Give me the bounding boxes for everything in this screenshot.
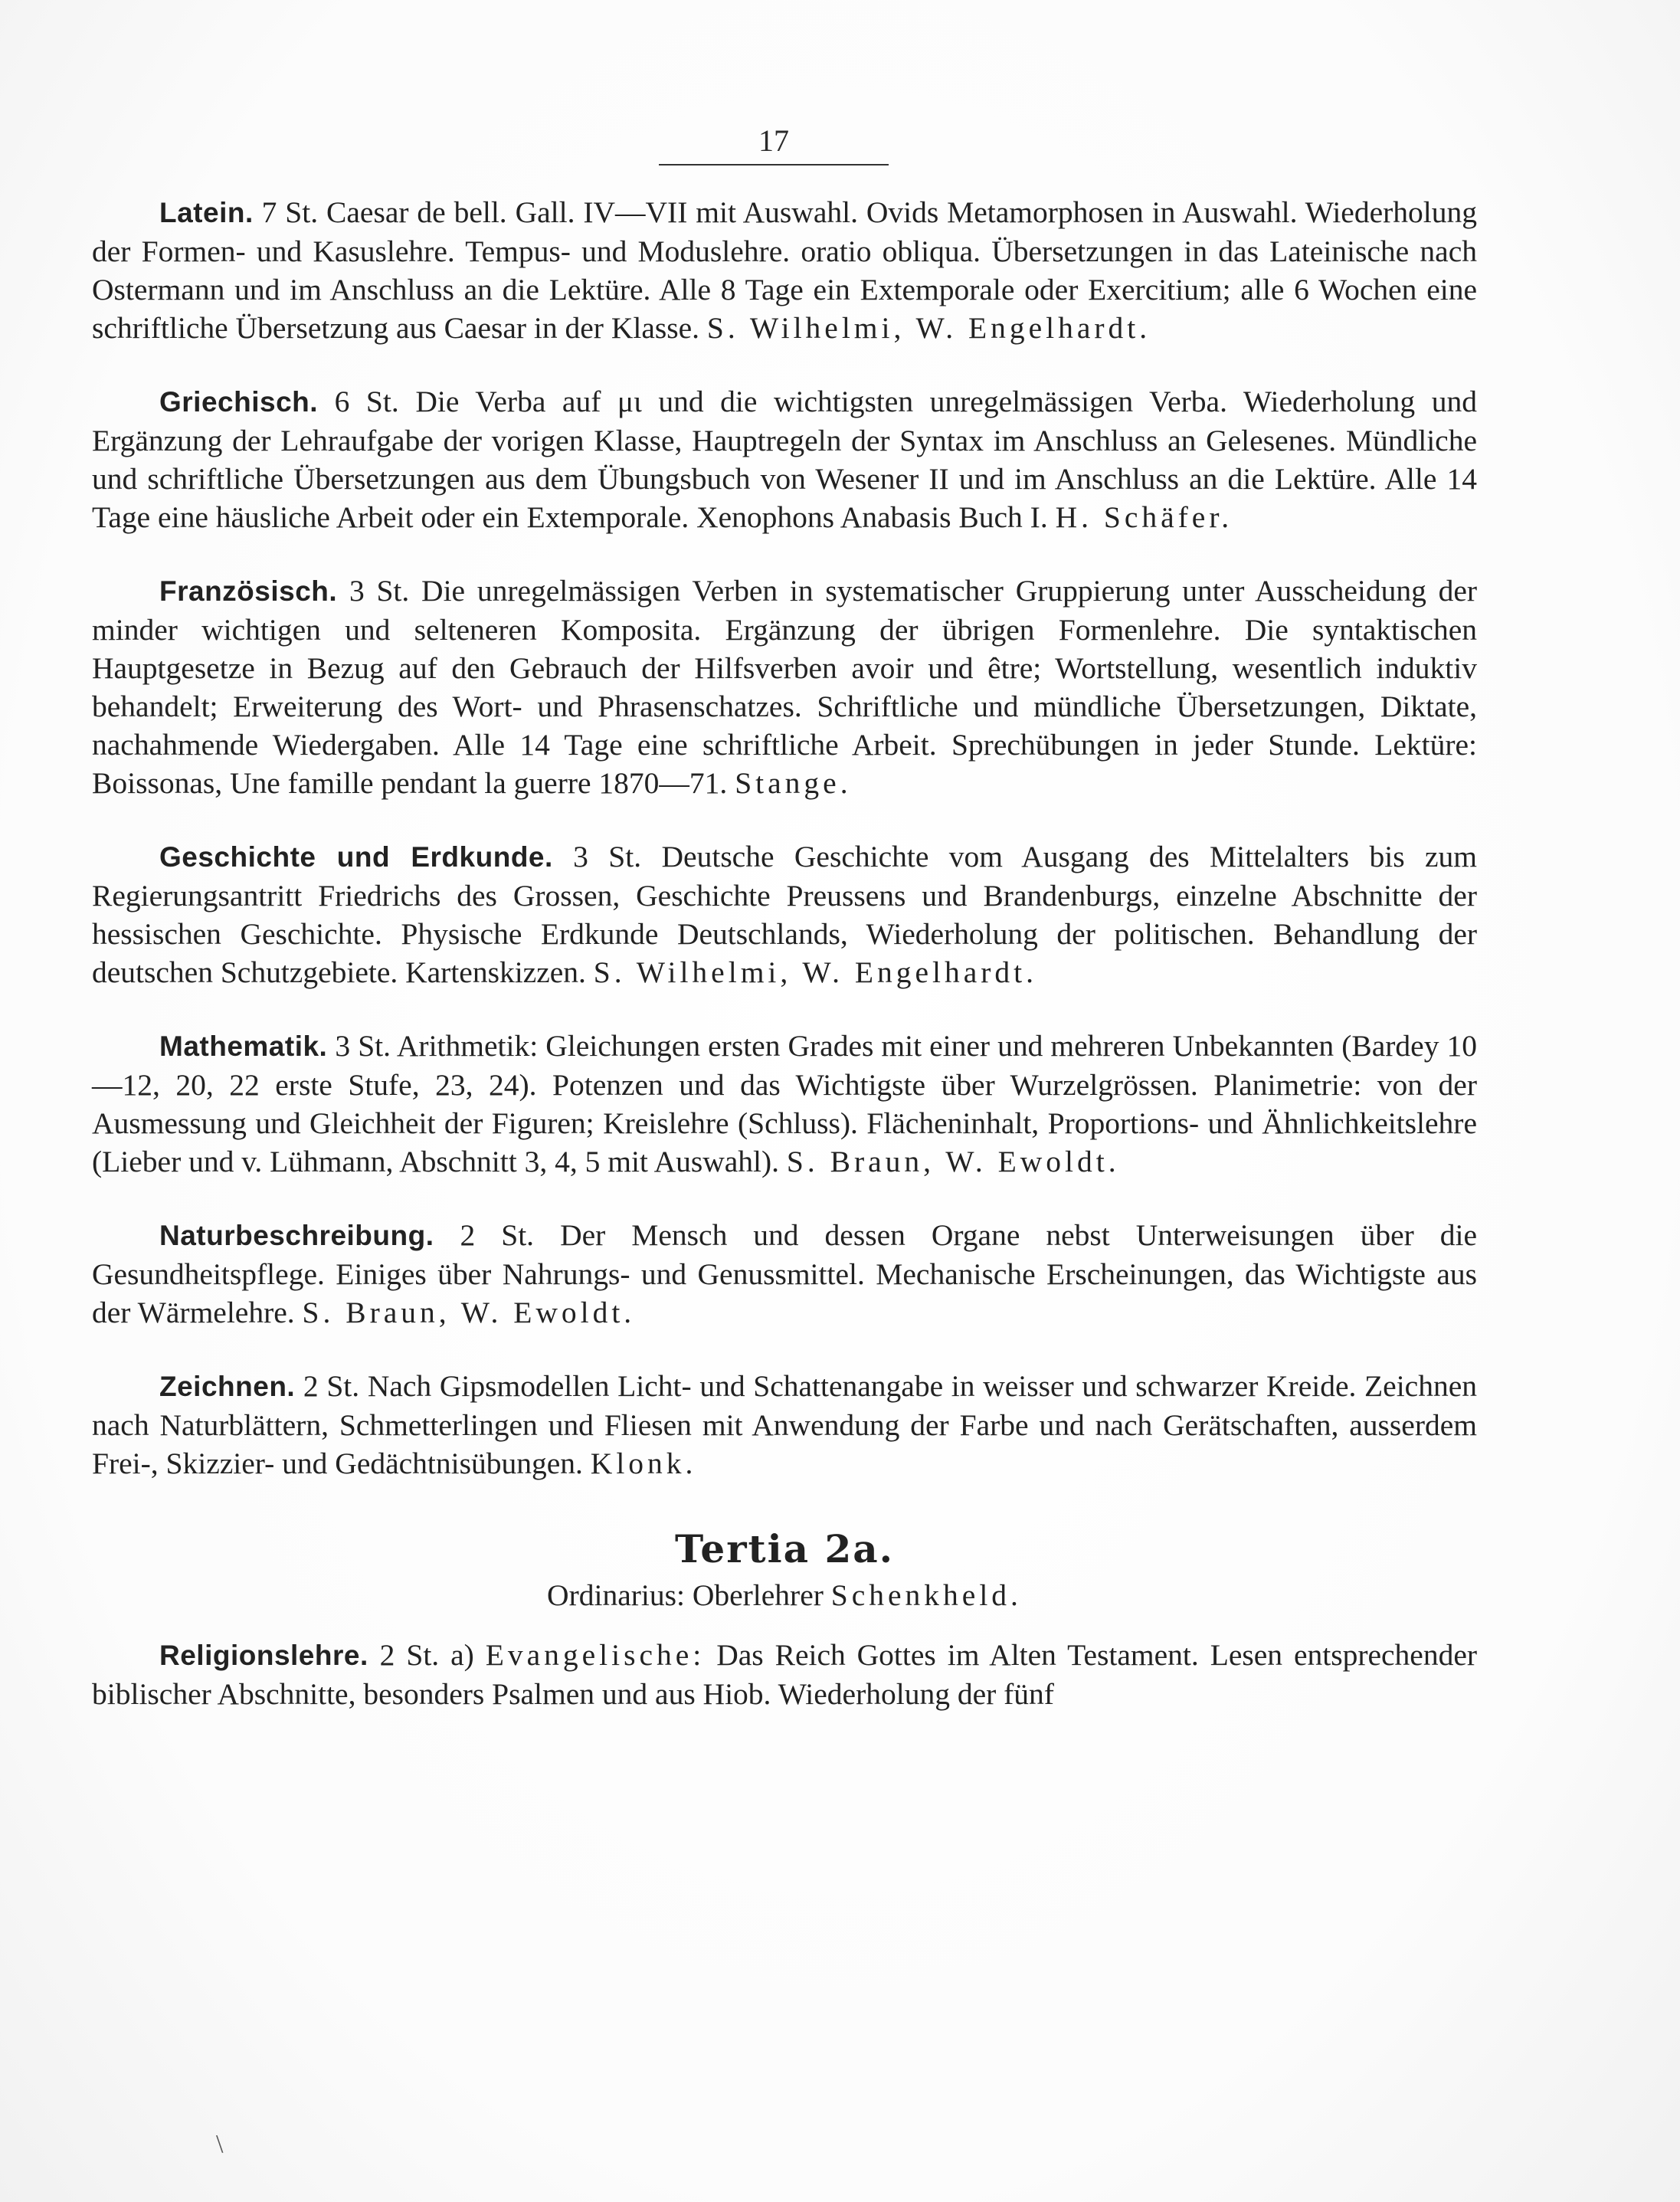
confession-label: Evangelische: (485, 1638, 706, 1672)
paragraph-religionslehre (92, 1636, 1477, 1713)
paragraph-geschichte (92, 837, 1477, 991)
paragraph-text: Der Mensch und dessen Organe nebst Unterweisungen über die Gesundheitspflege. Einiges über Nahrungs- und Genussmittel. Mechanische Erscheinungen, das Wichtigste aus der Wärmelehre. (92, 1218, 1478, 1329)
page-body (92, 193, 1477, 1748)
page-number-rule (659, 164, 889, 165)
teacher-names: H. Schäfer. (1055, 500, 1233, 534)
subject-heading: Latein. (159, 197, 254, 228)
hours: 7 St. (261, 195, 319, 229)
subject-heading: Zeichnen. (159, 1371, 296, 1402)
paragraph-latein (92, 193, 1477, 347)
paragraph-text: Nach Gipsmodellen Licht- und Schattenangabe in weisser und schwarzer Kreide. Zeichnen nach Naturblättern, Schmetterlingen und Fliesen mit Anwendung der Farbe und nach Gerätschaften, ausserdem Frei-, Skizzier- und Gedächtnisübungen. (92, 1369, 1477, 1480)
ordinarius-line (92, 1576, 1477, 1614)
paragraph-franzoesisch (92, 572, 1477, 802)
paragraph-text: Caesar de bell. Gall. IV—VII mit Auswahl. Ovids Metamorphosen in Auswahl. Wiederholung der Formen- und Kasuslehre. Tempus- und Moduslehre. oratio obliqua. Übersetzungen in das Lateinische nach Ostermann und im Anschluss an die Lektüre. Alle 8 Tage ein Extemporale oder Exercitium; alle 6 Wochen eine schriftliche Übersetzung aus Caesar in der Klasse. (92, 195, 1478, 345)
teacher-names: S. Braun, W. Ewoldt. (302, 1296, 636, 1329)
subject-heading: Geschichte und Erdkunde. (159, 841, 553, 873)
ordinarius-label: Ordinarius: Oberlehrer (547, 1578, 824, 1612)
ordinarius-name: Schenkheld. (830, 1578, 1022, 1612)
paragraph-naturbeschreibung (92, 1216, 1477, 1332)
paragraph-griechisch (92, 382, 1477, 536)
teacher-names: Stange. (735, 766, 852, 800)
section-title: Tertia 2a. (674, 1526, 895, 1571)
paragraph-text: Die Verba auf μι und die wichtigsten unregelmässigen Verba. Wiederholung und Ergänzung der Lehraufgabe der vorigen Klasse, Hauptregeln der Syntax im Anschluss an Gelesenes. Mündliche und schriftliche Übersetzungen aus dem Übungsbuch von Wesener II und im Anschluss an die Lektüre. Alle 14 Tage eine häusliche Arbeit oder ein Extemporale. Xenophons Anabasis Buch I. (92, 385, 1478, 534)
paragraph-zeichnen (92, 1367, 1477, 1483)
subject-heading: Griechisch. (159, 386, 319, 418)
hours: 3 St. (573, 840, 642, 873)
hours: 6 St. (334, 385, 399, 418)
teacher-names: Klonk. (590, 1447, 697, 1480)
teacher-names: S. Wilhelmi, W. Engelhardt. (593, 955, 1038, 989)
teacher-names: S. Braun, W. Ewoldt. (786, 1145, 1120, 1178)
teacher-names: S. Wilhelmi, W. Engelhardt. (706, 311, 1151, 345)
paragraph-text: Arithmetik: Gleichungen ersten Grades mit einer und mehreren Unbekannten (Bardey 10—12, 20, 22 erste Stufe, 23, 24). Potenzen und das Wichtigste über Wurzelgrössen. Planimetrie: von der Ausmessung und Gleichheit der Figuren; Kreislehre (Schluss). Flächeninhalt, Proportions- und Ähnlichkeitslehre (Lieber und v. Lühmann, Abschnitt 3, 4, 5 mit Auswahl). (92, 1029, 1478, 1178)
subject-heading: Naturbeschreibung. (159, 1220, 434, 1251)
hours: 3 St. (349, 574, 410, 608)
hours: 2 St. (303, 1369, 360, 1403)
paragraph-text: Deutsche Geschichte vom Ausgang des Mittelalters bis zum Regierungsantritt Friedrichs des Grossen, Geschichte Preussens und Brandenburgs, einzelne Abschnitte der hessischen Geschichte. Physische Erdkunde Deutschlands, Wiederholung der politischen. Behandlung der deutschen Schutzgebiete. Kartenskizzen. (92, 840, 1478, 989)
paragraph-mathematik (92, 1027, 1477, 1181)
hours: 2 St. (379, 1638, 440, 1672)
paragraph-text: Die unregelmässigen Verben in systematischer Gruppierung unter Ausscheidung der minder wichtigen und selteneren Komposita. Ergänzung der übrigen Formenlehre. Die syntaktischen Hauptgesetze in Bezug auf den Gebrauch der Hilfsverben avoir und être; Wortstellung, wesentlich induktiv behandelt; Erweiterung des Wort- und Phrasenschatzes. Schriftliche und mündliche Übersetzungen, Diktate, nachahmende Wiedergaben. Alle 14 Tage eine schriftliche Arbeit. Sprechübungen in jeder Stunde. Lektüre: Boissonas, Une famille pendant la guerre 1870—71. (92, 574, 1478, 800)
subject-heading: Französisch. (159, 575, 338, 607)
paragraph-text: Das Reich Gottes im Alten Testament. Lesen entsprechender biblischer Abschnitte, besonders Psalmen und aus Hiob. Wiederholung der fünf (92, 1638, 1478, 1711)
list-marker: a) (450, 1638, 474, 1672)
page-number: 17 (758, 123, 789, 158)
subject-heading: Mathematik. (159, 1031, 328, 1062)
hours: 2 St. (460, 1218, 535, 1252)
hours: 3 St. (335, 1029, 391, 1063)
subject-heading: Religionslehre. (159, 1640, 368, 1671)
scan-speck: \ (216, 2130, 224, 2158)
